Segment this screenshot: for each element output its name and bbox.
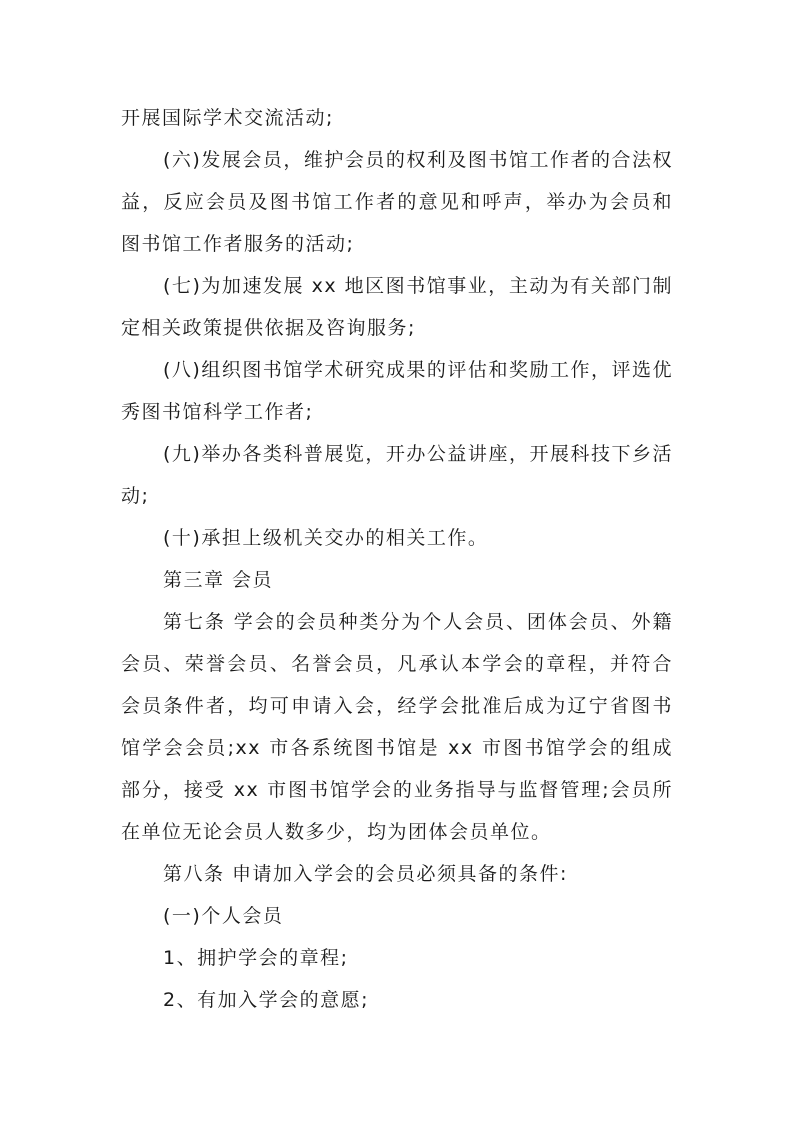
paragraph-4: (八)组织图书馆学术研究成果的评估和奖励工作，评选优秀图书馆科学工作者; (121, 359, 673, 423)
list-item-1: 1、拥护学会的章程; (163, 947, 349, 969)
paragraph-3: (七)为加速发展 xx 地区图书馆事业，主动为有关部门制定相关政策提供依据及咨询服务; (121, 275, 673, 339)
document-body (121, 97, 673, 1021)
chapter-heading: 第三章 会员 (163, 569, 274, 591)
paragraph-1: 开展国际学术交流活动; (121, 107, 334, 129)
paragraph-6: (十)承担上级机关交办的相关工作。 (163, 527, 489, 549)
paragraph-article-7: 第七条 学会的会员种类分为个人会员、团体会员、外籍会员、荣誉会员、名誉会员，凡承认本学会的章程，并符合会员条件者，均可申请入会，经学会批准后成为辽宁省图书馆学会会员;xx 市各系统图书馆是 xx 市图书馆学会的组成部分，接受 xx 市图书馆学会的业务指导与监督管理;会员所在单位无论会员人数多少，均为团体会员单位。 (121, 611, 673, 843)
list-item-2: 2、有加入学会的意愿; (163, 989, 369, 1011)
paragraph-5: (九)举办各类科普展览，开办公益讲座，开展科技下乡活动; (121, 443, 673, 507)
paragraph-individual-members: (一)个人会员 (163, 905, 284, 927)
paragraph-article-8: 第八条 申请加入学会的会员必须具备的条件: (163, 863, 568, 885)
paragraph-2: (六)发展会员，维护会员的权利及图书馆工作者的合法权益，反应会员及图书馆工作者的意见和呼声，举办为会员和图书馆工作者服务的活动; (121, 149, 673, 255)
